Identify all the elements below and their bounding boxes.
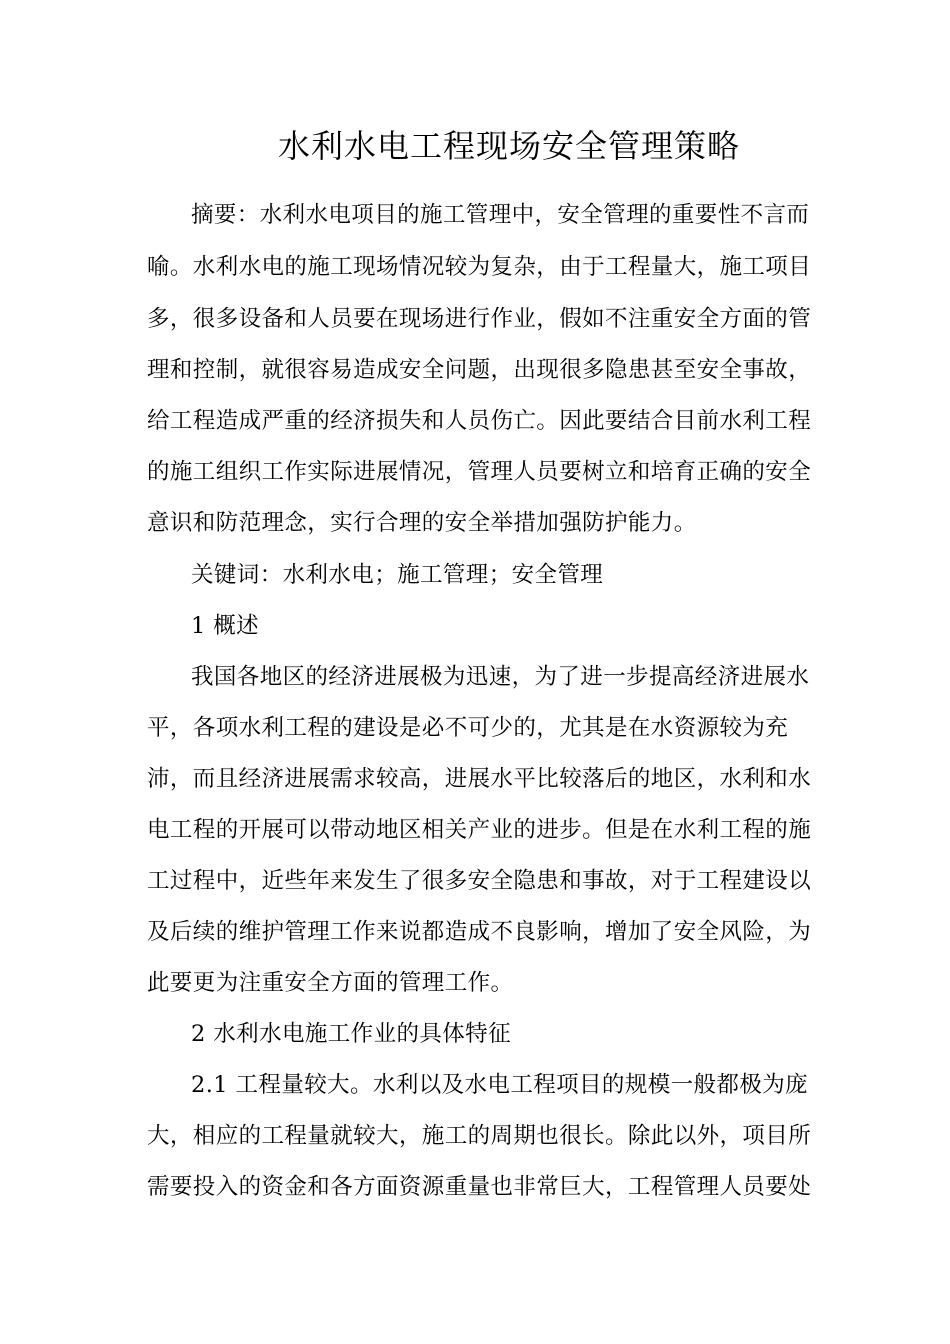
paragraph-line: 沛，而且经济进展需求较高，进展水平比较落后的地区，水利和水: [147, 766, 812, 792]
paragraph-line: 需要投入的资金和各方面资源重量也非常巨大，工程管理人员要处: [147, 1174, 812, 1200]
paragraph-line: 大，相应的工程量就较大，施工的周期也很长。除此以外，项目所: [147, 1123, 812, 1149]
keywords-line: 关键词：水利水电；施工管理；安全管理: [191, 562, 604, 588]
abstract-line: 多，很多设备和人员要在现场进行作业，假如不注重安全方面的管: [147, 306, 812, 332]
paragraph-line: 此要更为注重安全方面的管理工作。: [147, 970, 514, 996]
paragraph-line: 电工程的开展可以带动地区相关产业的进步。但是在水利工程的施: [147, 817, 812, 843]
abstract-line: 的施工组织工作实际进展情况，管理人员要树立和培育正确的安全: [147, 459, 812, 485]
paragraph-line: 我国各地区的经济进展极为迅速，为了进一步提高经济进展水: [191, 664, 810, 690]
paragraph-line: 及后续的维护管理工作来说都造成不良影响，增加了安全风险，为: [147, 919, 812, 945]
abstract-line: 给工程造成严重的经济损失和人员伤亡。因此要结合目前水利工程: [147, 408, 812, 434]
abstract-line: 意识和防范理念，实行合理的安全举措加强防护能力。: [147, 510, 697, 536]
paragraph-line: 平，各项水利工程的建设是必不可少的，尤其是在水资源较为充: [147, 715, 789, 741]
abstract-line: 理和控制，就很容易造成安全问题，出现很多隐患甚至安全事故，: [147, 357, 812, 383]
section-heading: 2 水利水电施工作业的具体特征: [191, 1021, 511, 1047]
paragraph-line: 2.1 工程量较大。水利以及水电工程项目的规模一般都极为庞: [191, 1072, 809, 1098]
paragraph-line: 工过程中，近些年来发生了很多安全隐患和事故，对于工程建设以: [147, 868, 812, 894]
abstract-line: 摘要：水利水电项目的施工管理中，安全管理的重要性不言而: [191, 202, 810, 228]
section-heading: 1 概述: [191, 613, 260, 639]
document-title: 水利水电工程现场安全管理策略: [277, 127, 740, 165]
abstract-line: 喻。水利水电的施工现场情况较为复杂，由于工程量大，施工项目: [147, 254, 812, 280]
